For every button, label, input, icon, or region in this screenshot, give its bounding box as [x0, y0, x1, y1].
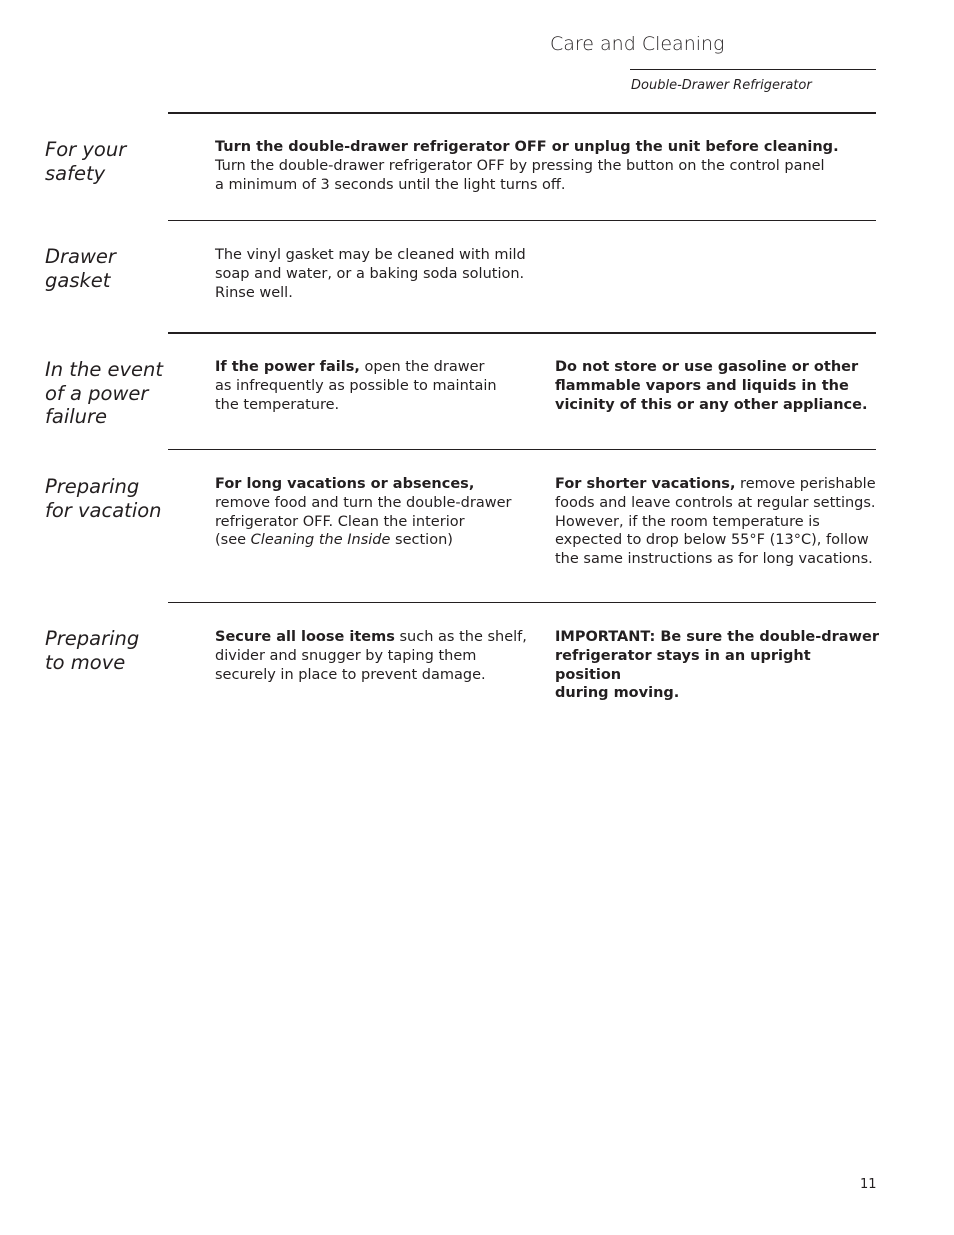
text-line: divider and snugger by taping them — [215, 647, 477, 664]
vacation-right-text — [555, 475, 880, 569]
move-bold: Secure all loose items — [215, 629, 395, 645]
label-line: Drawer — [45, 245, 116, 268]
move-left-text — [215, 628, 535, 684]
safety-text — [215, 138, 855, 194]
product-subtitle: Double-Drawer Refrigerator — [631, 78, 812, 93]
label-line: of a power — [45, 381, 149, 405]
text-line: as infrequently as possible to maintain — [215, 377, 497, 394]
text-line: soap and water, or a baking soda solution. — [215, 265, 525, 282]
text-span: section) — [390, 532, 453, 549]
section-title: Care and Cleaning — [550, 33, 725, 55]
move-important-text — [555, 628, 880, 703]
text-line: refrigerator stays in an upright position — [555, 647, 811, 683]
section-divider — [168, 332, 876, 334]
vacation-bold: For long vacations or absences, — [215, 476, 475, 492]
text-line: a minimum of 3 seconds until the light turns off. — [215, 176, 566, 193]
label-line: for vacation — [45, 498, 162, 522]
header-divider — [630, 69, 876, 70]
label-line: to move — [45, 650, 126, 674]
text-line: expected to drop below 55°F (13°C), follow — [555, 532, 869, 549]
text-line: The vinyl gasket may be cleaned with mild — [215, 247, 526, 263]
text-line: the same instructions as for long vacations. — [555, 551, 873, 568]
text-span: (see — [215, 532, 251, 549]
label-line: For your — [45, 138, 127, 161]
label-power-failure — [45, 358, 170, 429]
label-line: Preparing — [45, 475, 140, 498]
power-left-text — [215, 358, 535, 414]
text-line: refrigerator OFF. Clean the interior — [215, 513, 465, 530]
power-warning-text — [555, 358, 880, 414]
safety-bold: Turn the double-drawer refrigerator OFF or unplug the unit before cleaning. — [215, 139, 839, 155]
cross-reference: Cleaning the Inside — [250, 532, 391, 549]
label-line: Preparing — [45, 627, 140, 650]
gasket-text — [215, 246, 855, 302]
section-divider — [168, 220, 876, 221]
text-span: remove perishable — [735, 476, 876, 492]
section-divider — [168, 449, 876, 450]
power-bold: If the power fails, — [215, 359, 360, 375]
text-line: vicinity of this or any other appliance. — [555, 396, 868, 413]
label-safety — [45, 138, 170, 185]
label-line: safety — [45, 161, 106, 185]
text-line: securely in place to prevent damage. — [215, 666, 486, 683]
vacation-left-text — [215, 475, 535, 550]
vacation-short-bold: For shorter vacations, — [555, 476, 736, 492]
label-line: In the event — [45, 358, 164, 381]
text-line: remove food and turn the double-drawer — [215, 494, 512, 511]
section-divider — [168, 602, 876, 603]
text-span: such as the shelf, — [394, 629, 527, 645]
text-line: Turn the double-drawer refrigerator OFF by pressing the button on the control panel — [215, 157, 825, 174]
label-move — [45, 627, 170, 674]
text-line: Rinse well. — [215, 284, 293, 301]
text-line: during moving. — [555, 685, 680, 702]
page-number: 11 — [860, 1177, 877, 1192]
label-gasket — [45, 245, 170, 292]
text-span: open the drawer — [359, 359, 485, 375]
text-line: However, if the room temperature is — [555, 513, 820, 530]
label-line: failure — [45, 405, 108, 428]
text-line: flammable vapors and liquids in the — [555, 377, 849, 394]
section-divider — [168, 112, 876, 114]
text-line: the temperature. — [215, 396, 340, 413]
label-vacation — [45, 475, 170, 522]
text-line: Do not store or use gasoline or other — [555, 359, 859, 375]
text-line: foods and leave controls at regular settings. — [555, 494, 876, 511]
label-line: gasket — [45, 268, 111, 292]
text-line: IMPORTANT: Be sure the double-drawer — [555, 629, 879, 645]
